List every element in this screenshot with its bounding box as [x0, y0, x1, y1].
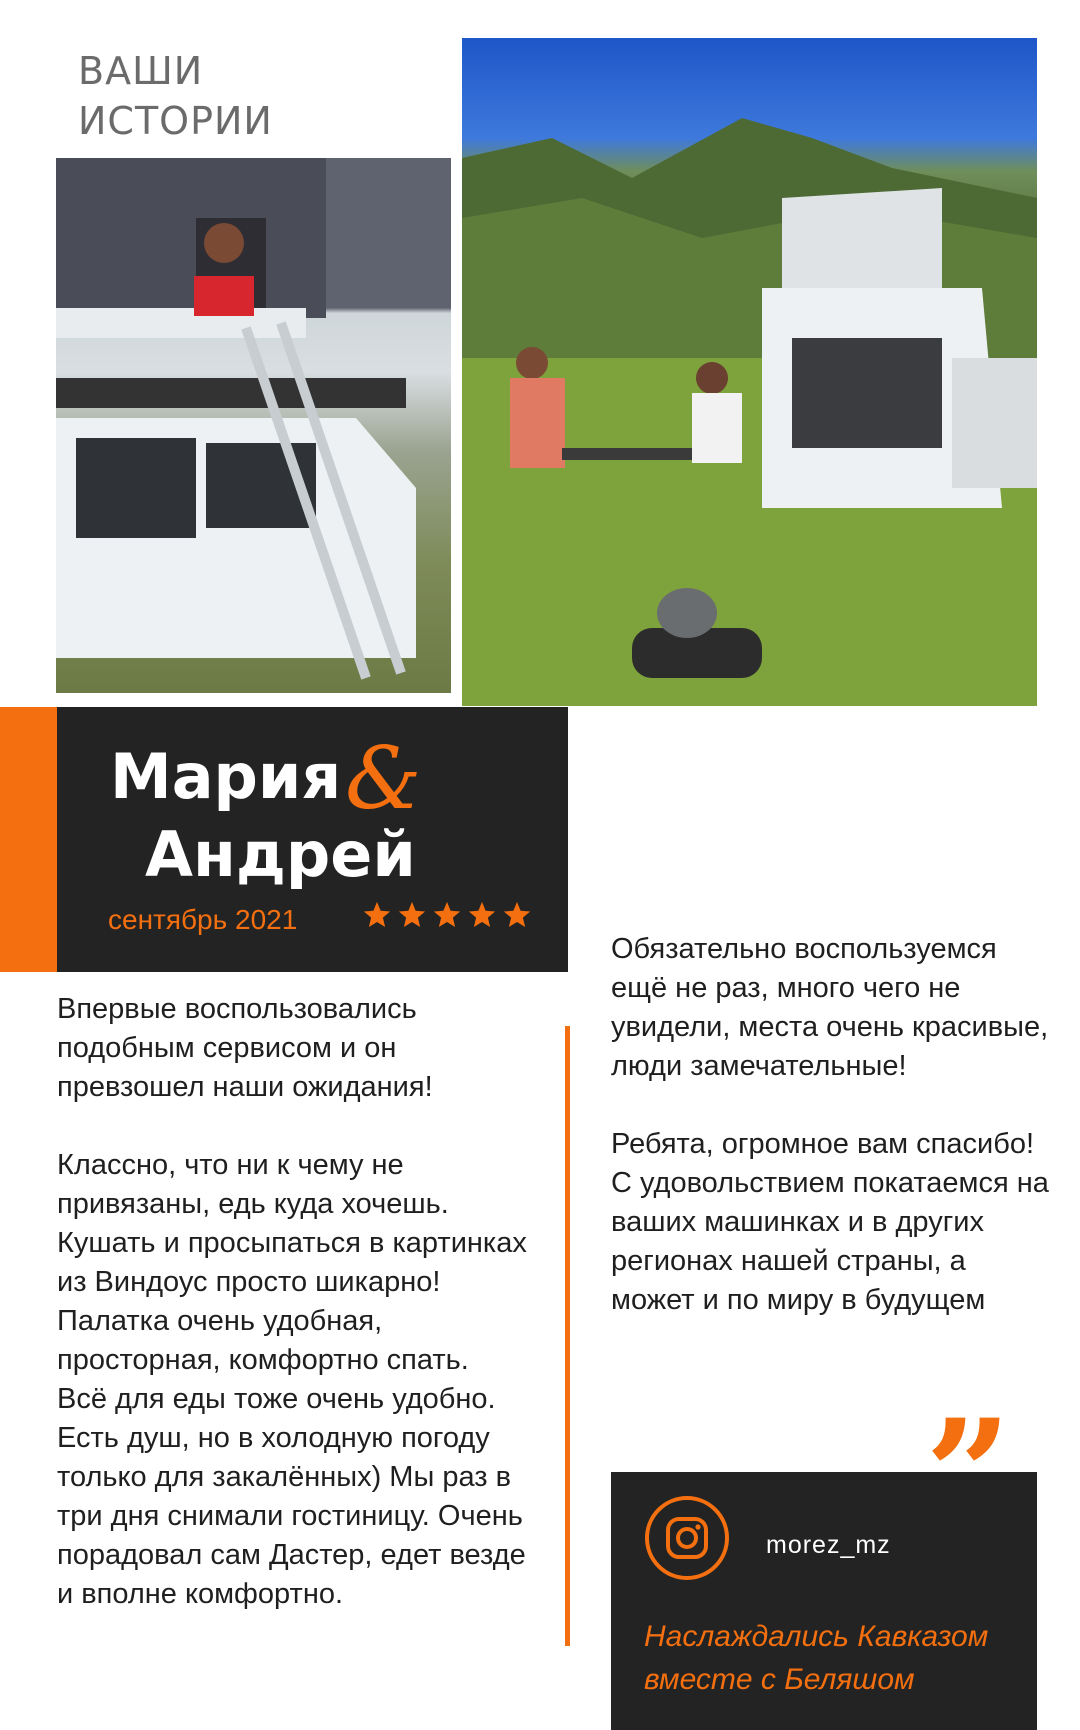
heading-line-2: ИСТОРИИ	[78, 99, 273, 143]
star-icon	[432, 900, 462, 930]
heading-line-1: ВАШИ	[78, 49, 204, 93]
rating-stars	[362, 900, 532, 930]
photo-roof-tent-drawing	[56, 158, 451, 693]
star-icon	[362, 900, 392, 930]
name-first: Мария	[110, 740, 342, 813]
star-icon	[397, 900, 427, 930]
ampersand: &	[345, 729, 422, 829]
instagram-icon[interactable]	[644, 1495, 730, 1581]
star-icon	[467, 900, 497, 930]
review-text-left: Впервые воспользовались подобным сервисом и он превзошел наши ожидания! Классно, что ни к чему не привязаны, едь куда хочешь. Кушать и просыпаться в картинках из Виндоус просто шикарно! Палатка очень удобная, просторная, комфортно спать. Всё для еды тоже очень удобно. Есть душ, но в холодную погоду только для закалённых) Мы раз в три дня снимали гостиницу. Очень порадовал сам Дастер, едет везде и вполне комфортно.	[57, 993, 527, 1610]
review-text-right: Обязательно воспользуемся ещё не раз, много чего не увидели, места очень красивые, люди замечательные! Ребята, огромное вам спасибо! С удовольствием покатаемся на ваших машинках и в других регионах нашей страны, а может и по миру в будущем	[611, 933, 1049, 1316]
instagram-caption: Наслаждались Кавказом вместе с Беляшом	[644, 1620, 989, 1696]
instagram-handle[interactable]: morez_mz	[766, 1531, 891, 1559]
photo-roof-tent	[56, 158, 451, 693]
review-date: сентябрь 2021	[108, 904, 298, 935]
photo-campsite	[462, 38, 1037, 706]
column-divider	[565, 1026, 570, 1646]
name-second: Андрей	[145, 818, 416, 891]
photo-campsite-drawing	[462, 38, 1037, 706]
star-icon	[502, 900, 532, 930]
accent-strip	[0, 707, 57, 972]
page-heading	[78, 46, 378, 146]
